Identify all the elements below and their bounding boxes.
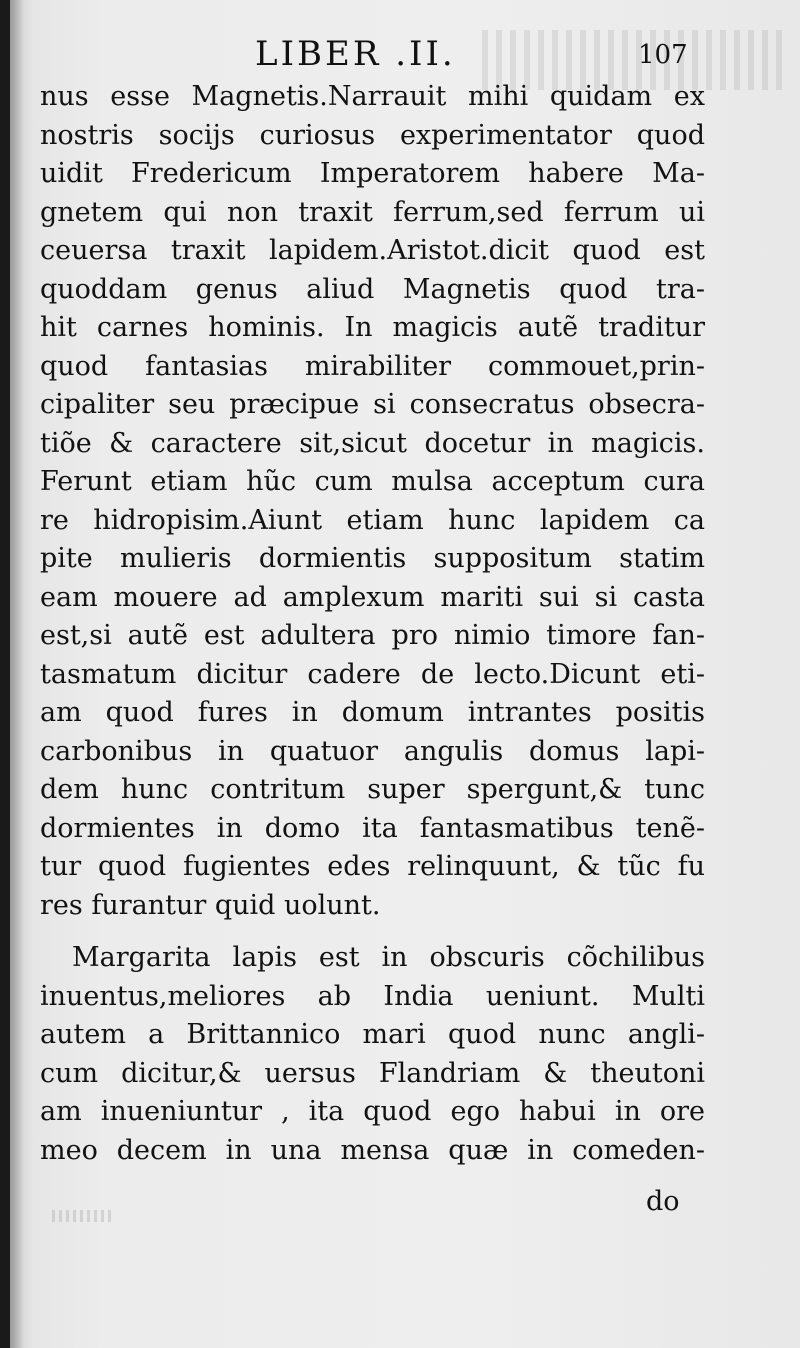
text-line: cum dicitur,& uersus Flandriam & theutoni	[40, 1057, 705, 1089]
text-line: meo decem in una mensa quæ in comeden-	[40, 1134, 705, 1166]
text-line: inuentus,meliores ab India ueniunt. Multi	[40, 980, 705, 1012]
text-block	[40, 78, 705, 1170]
text-line: Ferunt etiam hũc cum mulsa acceptum cura	[40, 466, 705, 497]
text-line: cipaliter seu præcipue si consecratus obsecra-	[40, 389, 705, 420]
book-page	[10, 0, 800, 1348]
text-line: dem hunc contritum super spergunt,& tunc	[40, 774, 705, 805]
text-line: am quod fures in domum intrantes positis	[40, 697, 705, 728]
text-line: quod fantasias mirabiliter commouet,prin-	[40, 350, 705, 382]
text-line: res furantur quid uolunt.	[40, 889, 381, 921]
text-line: nostris socijs curiosus experimentator quod	[40, 119, 705, 151]
text-line: tur quod fugientes edes relinquunt, & tũc fu	[40, 851, 705, 882]
paragraph-gap	[40, 925, 705, 939]
running-head: LIBER .II.	[255, 34, 456, 74]
text-line: gnetem qui non traxit ferrum,sed ferrum ui	[40, 196, 705, 228]
text-line: quoddam genus aliud Magnetis quod tra-	[40, 273, 705, 305]
text-line: ceuersa traxit lapidem.Aristot.dicit quod est	[40, 235, 705, 266]
text-line: est,si autẽ est adultera pro nimio timore fan-	[40, 620, 705, 651]
text-line: eam mouere ad amplexum mariti sui si casta	[40, 581, 705, 613]
faint-show-through	[52, 1210, 112, 1222]
text-line: carbonibus in quatuor angulis domus lapi-	[40, 735, 705, 767]
text-line: pite mulieris dormientis suppositum statim	[40, 543, 705, 574]
text-line: am inueniuntur , ita quod ego habui in ore	[40, 1096, 705, 1127]
text-line: dormientes in domo ita fantasmatibus tenẽ-	[40, 812, 705, 844]
folio-number: 107	[638, 40, 688, 70]
text-line: nus esse Magnetis.Narrauit mihi quidam ex	[40, 81, 705, 112]
gutter-shadow	[10, 0, 24, 1348]
text-line: Margarita lapis est in obscuris cõchilibus	[72, 942, 705, 973]
text-line: hit carnes hominis. In magicis autẽ traditur	[40, 312, 705, 343]
text-line: autem a Brittannico mari quod nunc angli-	[40, 1019, 705, 1050]
text-line: tiõe & caractere sit,sicut docetur in magicis.	[40, 427, 705, 459]
text-line: re hidropisim.Aiunt etiam hunc lapidem ca	[40, 504, 705, 536]
text-line: uidit Fredericum Imperatorem habere Ma-	[40, 158, 705, 189]
text-line: tasmatum dicitur cadere de lecto.Dicunt eti-	[40, 658, 705, 690]
catchword: do	[646, 1186, 680, 1217]
